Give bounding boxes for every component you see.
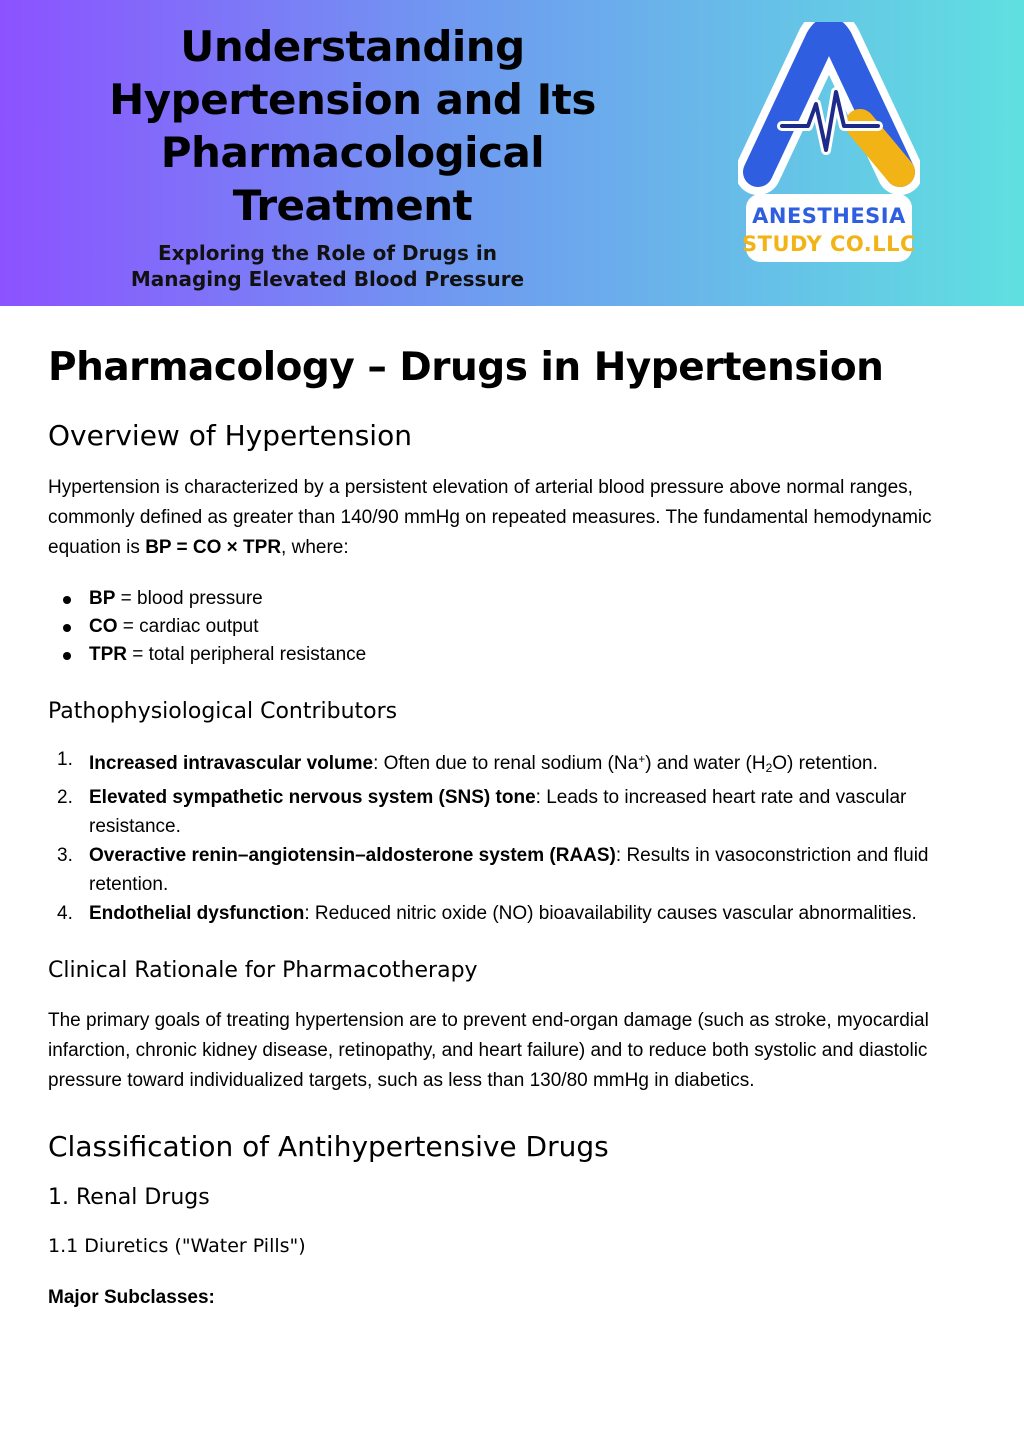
document-body: [48, 330, 978, 1313]
contributor-text: ) and water (H: [645, 753, 766, 774]
contributor-text: : Leads to increased heart rate and vascular resistance.: [89, 787, 907, 837]
list-item: [48, 585, 978, 613]
list-item: [48, 641, 978, 669]
contributor-text: : Often due to renal sodium (Na: [373, 753, 639, 774]
overview-text: Hypertension is characterized by a persistent elevation of arterial blood pressure above normal ranges, commonly defined as greater than 140/90 mmHg on repeated measures. The fundamental hemodynamic equation is: [48, 477, 932, 558]
overview-paragraph: [48, 473, 978, 563]
list-number: 4.: [57, 903, 73, 924]
contributor-text: : Results in vasoconstriction and fluid retention.: [89, 845, 929, 895]
list-item: [48, 841, 978, 899]
list-item: [48, 783, 978, 841]
definition-text: = cardiac output: [117, 616, 259, 637]
contributor-term: Endothelial dysfunction: [89, 903, 305, 924]
banner-subtitle-line: Exploring the Role of Drugs in: [158, 241, 497, 265]
logo-text-line2: STUDY CO.LLC: [742, 232, 916, 256]
page-title: Pharmacology – Drugs in Hypertension: [48, 345, 884, 390]
banner-title-line: Pharmacological: [160, 128, 545, 177]
list-item: [48, 899, 978, 928]
section-heading-classification: Classification of Antihypertensive Drugs: [48, 1130, 609, 1163]
banner-subtitle: [90, 240, 565, 292]
list-number: 3.: [57, 845, 73, 866]
contributor-text: O) retention.: [772, 753, 878, 774]
subsection-heading-renal: 1. Renal Drugs: [48, 1185, 210, 1210]
banner-subtitle-line: Managing Elevated Blood Pressure: [130, 267, 525, 291]
subscript: 2: [765, 761, 773, 775]
banner-title-line: Hypertension and Its: [109, 75, 596, 124]
superscript: +: [638, 752, 646, 766]
section-heading-rationale: Clinical Rationale for Pharmacotherapy: [48, 958, 478, 983]
definition-term: TPR: [89, 644, 127, 665]
list-number: 1.: [57, 749, 73, 770]
overview-text-end: , where:: [281, 537, 349, 558]
definition-term: BP: [89, 588, 116, 609]
logo-text-line1: ANESTHESIA: [752, 204, 906, 228]
definition-text: = blood pressure: [115, 588, 263, 609]
contributor-term: Increased intravascular volume: [89, 753, 374, 774]
rationale-paragraph: The primary goals of treating hypertension are to prevent end-organ damage (such as stroke, myocardial infarction, chronic kidney disease, retinopathy, and heart failure) and to reduce both systolic and diastolic pressure toward individualized targets, such as less than 130/80 mmHg in diabetics.: [48, 1010, 929, 1091]
banner-title-line: Understanding: [180, 22, 525, 71]
company-logo: [738, 22, 920, 270]
banner-title-line: Treatment: [232, 181, 473, 230]
list-item: [48, 613, 978, 641]
contributor-text: : Reduced nitric oxide (NO) bioavailability causes vascular abnormalities.: [304, 903, 917, 924]
definitions-list: [48, 585, 978, 669]
header-banner: [0, 0, 1024, 306]
major-subclasses-label: Major Subclasses:: [48, 1287, 215, 1308]
contributors-list: [48, 745, 978, 928]
list-number: 2.: [57, 787, 73, 808]
list-item: [48, 745, 978, 783]
banner-title: [60, 20, 645, 232]
subsection-heading-diuretics: 1.1 Diuretics ("Water Pills"): [48, 1235, 306, 1257]
hemodynamic-equation: BP = CO × TPR: [145, 537, 282, 558]
contributor-term: Elevated sympathetic nervous system (SNS) tone: [89, 787, 536, 808]
definition-term: CO: [89, 616, 118, 637]
section-heading-overview: Overview of Hypertension: [48, 419, 412, 452]
definition-text: = total peripheral resistance: [127, 644, 367, 665]
contributor-term: Overactive renin–angiotensin–aldosterone system (RAAS): [89, 845, 616, 866]
section-heading-patho: Pathophysiological Contributors: [48, 699, 398, 724]
